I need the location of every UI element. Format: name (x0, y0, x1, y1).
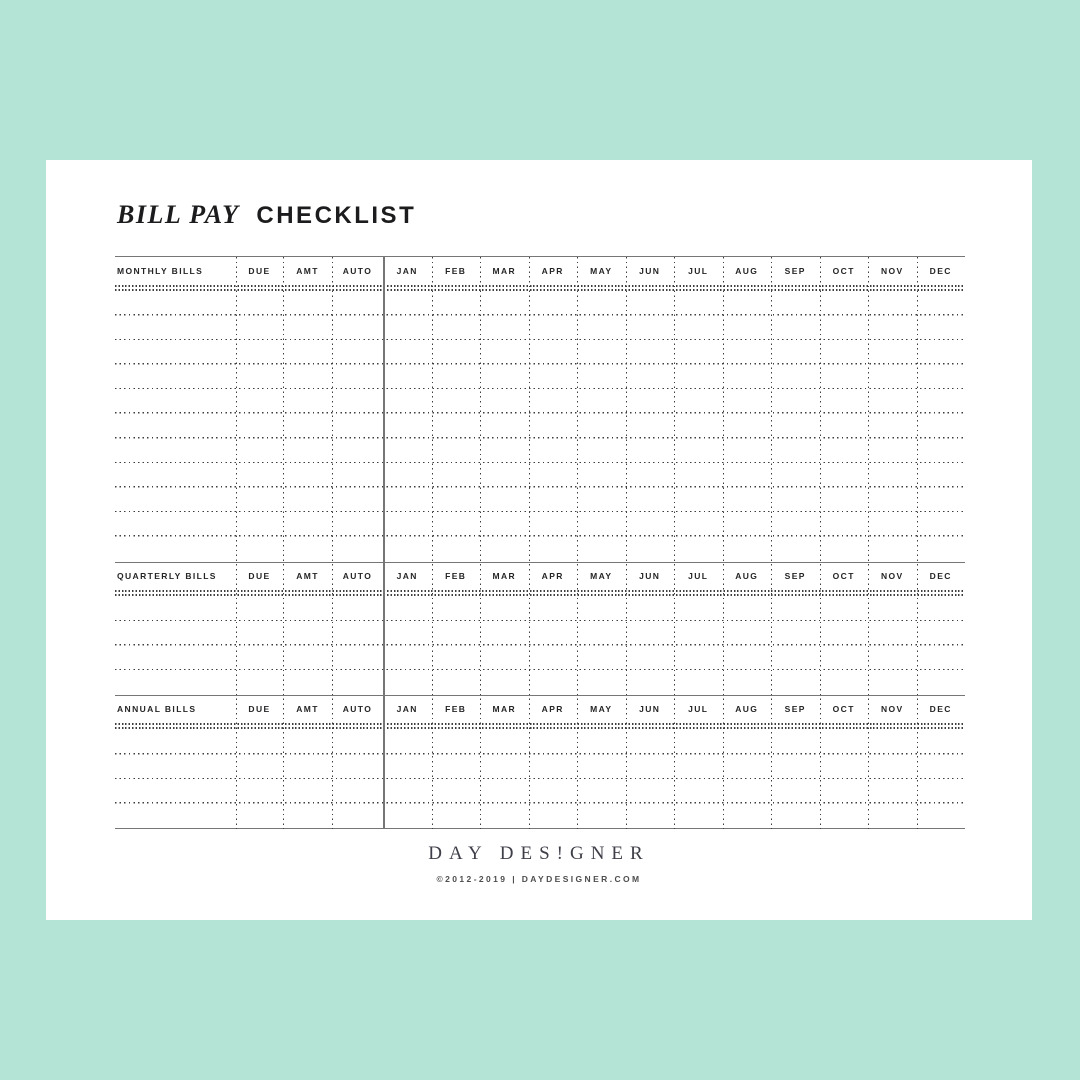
column-header-nov: NOV (880, 265, 904, 276)
column-header-oct: OCT (832, 704, 855, 715)
section-title-annual-bills: ANNUAL BILLS (117, 704, 197, 715)
bill-pay-checklist-sheet (46, 160, 1032, 920)
blank-entry-row (115, 316, 965, 341)
column-header-sep: SEP (784, 704, 806, 715)
column-header-jul: JUL (688, 571, 709, 582)
column-header-due: DUE (248, 265, 271, 276)
column-header-oct: OCT (832, 265, 855, 276)
column-header-due: DUE (248, 704, 271, 715)
column-header-dec: DEC (929, 265, 952, 276)
page-title-caps-part: CHECKLIST (256, 202, 417, 229)
column-header-auto: AUTO (342, 704, 373, 715)
column-divider-dotted (236, 257, 237, 829)
blank-entry-row (115, 365, 965, 390)
quarterly-bills-header-row (115, 563, 965, 590)
column-header-oct: OCT (832, 571, 855, 582)
column-header-jan: JAN (396, 704, 418, 715)
blank-entry-row (115, 340, 965, 365)
column-header-apr: APR (541, 704, 564, 715)
blank-entry-row (115, 755, 965, 780)
column-divider-dotted (529, 257, 530, 829)
column-header-auto: AUTO (342, 265, 373, 276)
annual-bills-header-row (115, 696, 965, 723)
column-header-amt: AMT (296, 265, 319, 276)
column-header-jul: JUL (688, 704, 709, 715)
column-divider-dotted (432, 257, 433, 829)
column-header-dec: DEC (929, 704, 952, 715)
column-header-jan: JAN (396, 265, 418, 276)
column-header-sep: SEP (784, 571, 806, 582)
column-header-amt: AMT (296, 571, 319, 582)
column-header-aug: AUG (735, 265, 759, 276)
bill-pay-table (115, 256, 965, 829)
footer (46, 843, 1032, 884)
column-header-mar: MAR (492, 571, 517, 582)
header-divider-double-dotted (115, 723, 965, 730)
blank-entry-row (115, 597, 965, 622)
section-title-quarterly-bills: QUARTERLY BILLS (117, 571, 217, 582)
column-header-jun: JUN (639, 704, 661, 715)
blank-entry-row (115, 291, 965, 316)
column-divider-dotted (283, 257, 284, 829)
blank-entry-row (115, 463, 965, 488)
column-divider-dotted (820, 257, 821, 829)
monthly-bills-section (115, 257, 965, 563)
column-header-may: MAY (590, 571, 613, 582)
column-header-apr: APR (541, 571, 564, 582)
blank-entry-row (115, 488, 965, 513)
auto-jan-divider-solid (383, 257, 385, 829)
column-header-feb: FEB (445, 265, 467, 276)
column-header-nov: NOV (880, 704, 904, 715)
blank-entry-row (115, 621, 965, 646)
blank-entry-row (115, 779, 965, 804)
column-divider-dotted (723, 257, 724, 829)
page-title (117, 194, 416, 231)
column-divider-dotted (480, 257, 481, 829)
column-header-jan: JAN (396, 571, 418, 582)
blank-entry-row (115, 389, 965, 414)
blank-entry-row (115, 670, 965, 695)
blank-entry-row (115, 512, 965, 537)
brand-logo: DAY DES!GNER (428, 843, 650, 864)
column-divider-dotted (674, 257, 675, 829)
column-divider-dotted (917, 257, 918, 829)
column-divider-dotted (868, 257, 869, 829)
column-header-feb: FEB (445, 571, 467, 582)
monthly-bills-header-row (115, 257, 965, 284)
column-divider-dotted (577, 257, 578, 829)
column-header-feb: FEB (445, 704, 467, 715)
annual-bills-section (115, 696, 965, 829)
column-divider-dotted (332, 257, 333, 829)
column-header-mar: MAR (492, 265, 517, 276)
column-header-jul: JUL (688, 265, 709, 276)
section-title-monthly-bills: MONTHLY BILLS (117, 265, 204, 276)
column-header-jun: JUN (639, 571, 661, 582)
column-header-due: DUE (248, 571, 271, 582)
blank-entry-row (115, 730, 965, 755)
column-header-may: MAY (590, 265, 613, 276)
column-header-nov: NOV (880, 571, 904, 582)
header-divider-double-dotted (115, 284, 965, 291)
blank-entry-row (115, 537, 965, 562)
blank-entry-row (115, 439, 965, 464)
column-header-aug: AUG (735, 704, 759, 715)
page-title-script-part: BILL PAY (117, 200, 240, 229)
column-header-aug: AUG (735, 571, 759, 582)
column-header-amt: AMT (296, 704, 319, 715)
copyright-line: ©2012-2019 | DAYDESIGNER.COM (436, 874, 642, 884)
column-header-sep: SEP (784, 265, 806, 276)
blank-entry-row (115, 414, 965, 439)
column-header-may: MAY (590, 704, 613, 715)
column-header-mar: MAR (492, 704, 517, 715)
column-header-apr: APR (541, 265, 564, 276)
column-divider-dotted (626, 257, 627, 829)
column-header-jun: JUN (639, 265, 661, 276)
column-divider-dotted (771, 257, 772, 829)
blank-entry-row (115, 646, 965, 671)
column-header-dec: DEC (929, 571, 952, 582)
header-divider-double-dotted (115, 590, 965, 597)
quarterly-bills-section (115, 563, 965, 696)
column-header-auto: AUTO (342, 571, 373, 582)
blank-entry-row (115, 804, 965, 829)
